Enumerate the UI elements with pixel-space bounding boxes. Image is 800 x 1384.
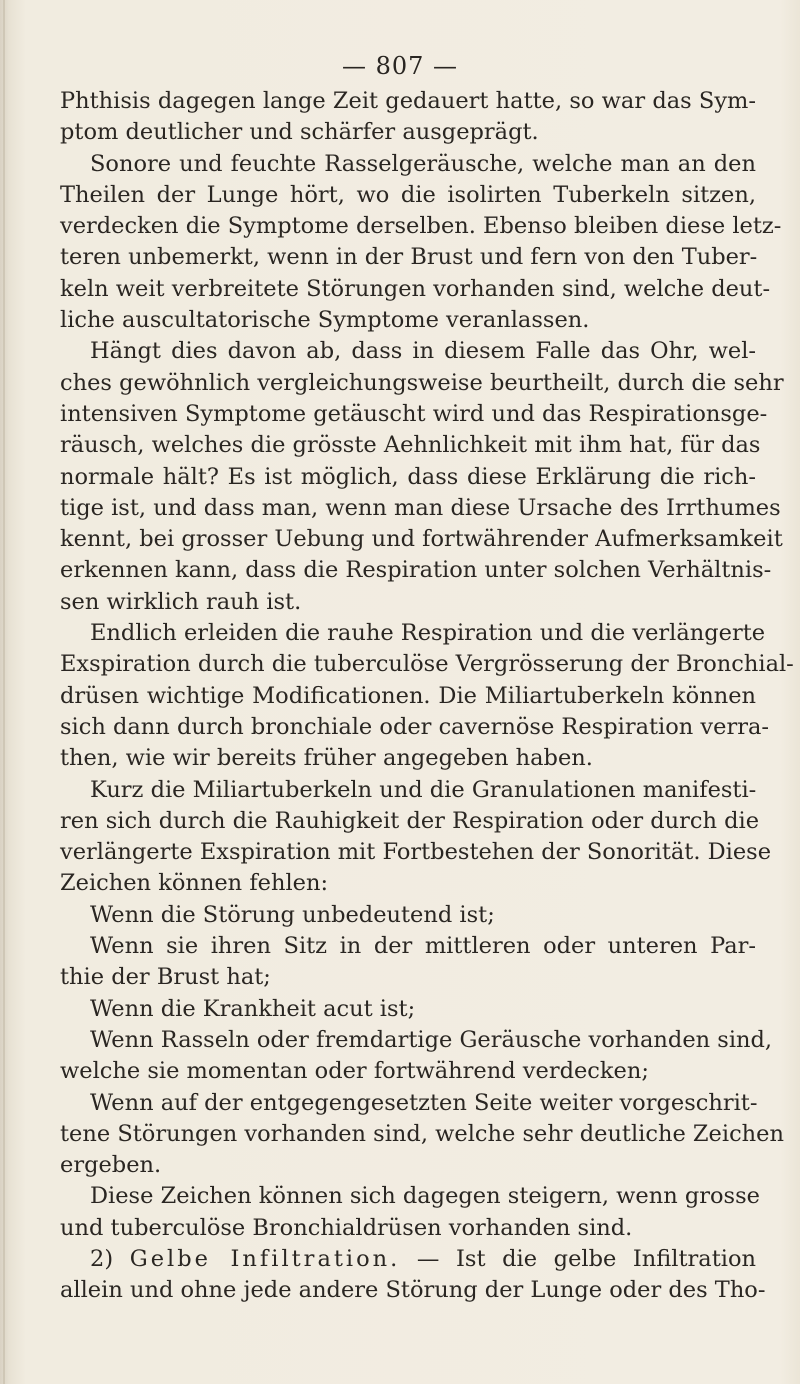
text-line: und tuberculöse Bronchialdrüsen vorhanden sind. — [60, 1214, 633, 1241]
text-line: Theilen der Lunge hört, wo die isolirten Tuberkeln sitzen, — [60, 181, 756, 208]
text-line: Sonore und feuchte Rasselgeräusche, welche man an den — [90, 150, 756, 177]
text-line: keln weit verbreitete Störungen vorhanden sind, welche deut- — [60, 275, 771, 302]
section-heading-line — [60, 1244, 756, 1275]
page-gutter-edge — [3, 0, 5, 1384]
text-line: verdecken die Symptome derselben. Ebenso bleiben diese letz- — [60, 213, 782, 240]
section-rest-text: Ist die gelbe Infiltration — [456, 1245, 756, 1272]
text-line: Exspiration durch die tuberculöse Vergrösserung der Bronchial- — [60, 651, 794, 678]
text-line: Endlich erleiden die rauhe Respiration und die verlängerte — [90, 620, 766, 647]
text-line: sen wirklich rauh ist. — [60, 588, 302, 615]
text-line: tige ist, und dass man, wenn man diese Ursache des Irrthumes — [60, 494, 781, 521]
section-number: 2) — [90, 1245, 114, 1272]
text-line: normale hält? Es ist möglich, dass diese Erklärung die rich- — [60, 463, 756, 490]
text-line: Wenn die Krankheit acut ist; — [90, 995, 416, 1022]
text-line: allein und ohne jede andere Störung der Lunge oder des Tho- — [60, 1277, 766, 1304]
text-line: liche auscultatorische Symptome veranlassen. — [60, 307, 590, 334]
text-line: then, wie wir bereits früher angegeben haben. — [60, 745, 593, 772]
text-line: Kurz die Miliartuberkeln und die Granulationen manifesti- — [90, 776, 757, 803]
text-line: räusch, welches die grösste Aehnlichkeit mit ihm hat, für das — [60, 432, 761, 459]
text-line: Zeichen können fehlen: — [60, 870, 329, 897]
text-line: Wenn sie ihren Sitz in der mittleren oder unteren Par- — [90, 933, 756, 960]
text-line: ches gewöhnlich vergleichungsweise beurtheilt, durch die sehr — [60, 369, 784, 396]
text-line: Wenn die Störung unbedeutend ist; — [90, 901, 495, 928]
text-line: teren unbemerkt, wenn in der Brust und fern von den Tuber- — [60, 244, 758, 271]
text-line: sich dann durch bronchiale oder cavernöse Respiration verra- — [60, 713, 769, 740]
text-line: Wenn auf der entgegengesetzten Seite weiter vorgeschrit- — [90, 1089, 758, 1116]
text-line: thie der Brust hat; — [60, 964, 271, 991]
text-line: ergeben. — [60, 1152, 162, 1179]
text-line: ptom deutlicher und schärfer ausgeprägt. — [60, 119, 539, 146]
text-line: drüsen wichtige Modificationen. Die Miliartuberkeln können — [60, 682, 756, 709]
text-line: verlängerte Exspiration mit Fortbestehen der Sonorität. Diese — [60, 839, 772, 866]
body-text — [60, 86, 794, 1307]
text-line: Hängt dies davon ab, dass in diesem Falle das Ohr, wel- — [90, 338, 756, 365]
section-title: Gelbe Infiltration. — [129, 1245, 401, 1272]
page-number: — 807 — — [341, 52, 459, 80]
text-line: Wenn Rasseln oder fremdartige Geräusche vorhanden sind, — [90, 1026, 773, 1053]
text-line: intensiven Symptome getäuscht wird und das Respirationsge- — [60, 400, 768, 427]
text-line: ren sich durch die Rauhigkeit der Respiration oder durch die — [60, 807, 760, 834]
text-line: welche sie momentan oder fortwährend verdecken; — [60, 1058, 649, 1085]
text-line: Phthisis dagegen lange Zeit gedauert hatte, so war das Sym- — [60, 88, 756, 114]
text-line: tene Störungen vorhanden sind, welche sehr deutliche Zeichen — [60, 1120, 784, 1147]
text-line: kennt, bei grosser Uebung und fortwährender Aufmerksamkeit — [60, 526, 783, 553]
section-dash: — — [416, 1245, 440, 1272]
text-line: erkennen kann, dass die Respiration unter solchen Verhältnis- — [60, 557, 772, 584]
text-line: Diese Zeichen können sich dagegen steigern, wenn grosse — [90, 1183, 760, 1210]
